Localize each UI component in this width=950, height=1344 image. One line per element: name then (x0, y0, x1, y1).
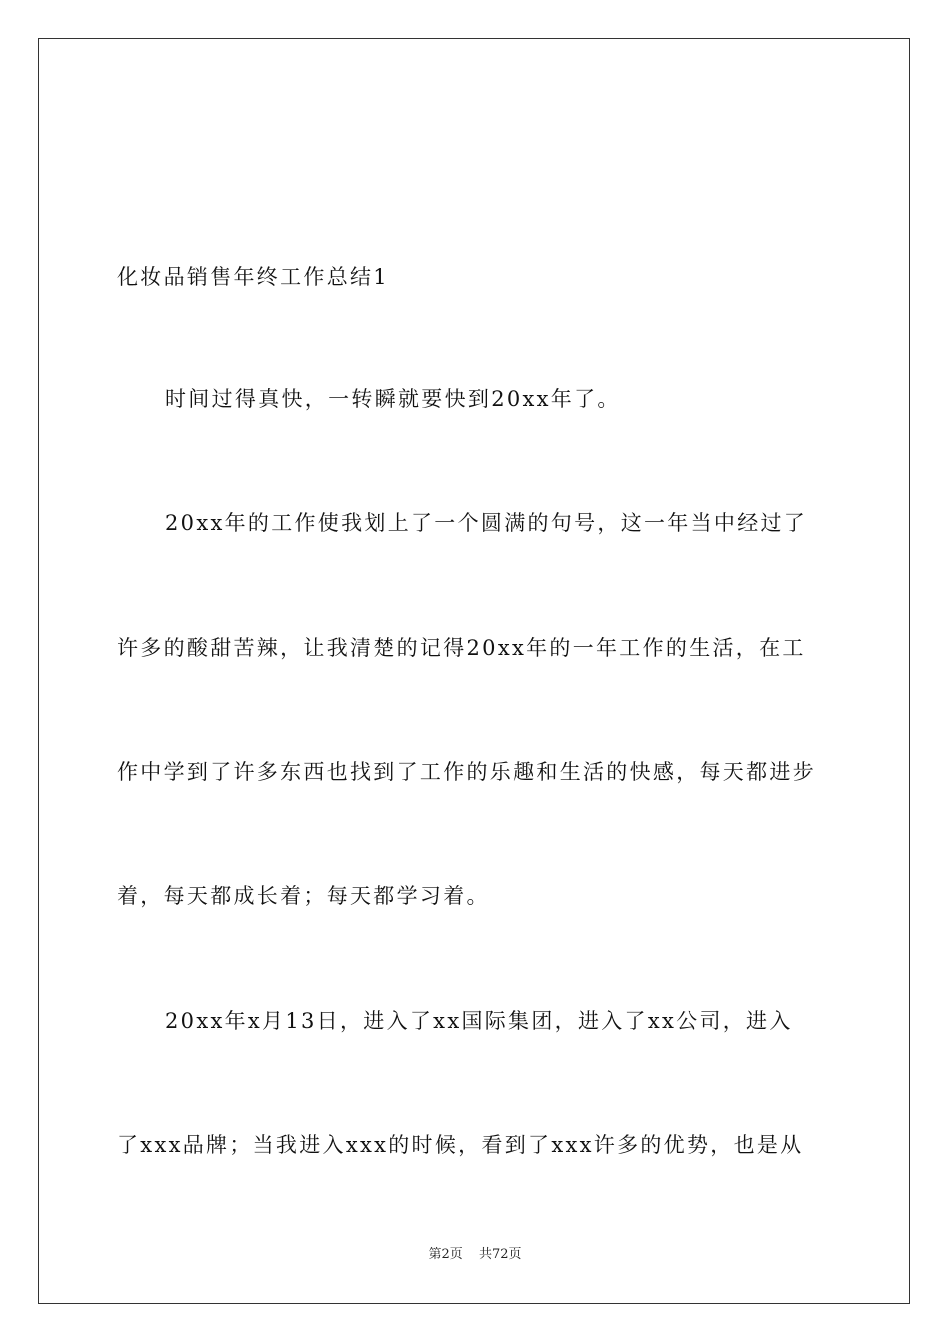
page-footer (0, 1246, 950, 1264)
page-number: 第2页 (428, 1247, 463, 1262)
paragraph-line-3: 许多的酸甜苦辣，让我清楚的记得20xx年的一年工作的生活，在工 (117, 636, 806, 660)
paragraph-line-1: 时间过得真快，一转瞬就要快到20xx年了。 (165, 387, 621, 411)
paragraph-line-2: 20xx年的工作使我划上了一个圆满的句号，这一年当中经过了 (165, 511, 808, 535)
page-total: 共72页 (478, 1247, 522, 1262)
document-title: 化妆品销售年终工作总结1 (117, 265, 389, 289)
paragraph-line-4: 作中学到了许多东西也找到了工作的乐趣和生活的快感，每天都进步 (117, 760, 816, 784)
page-border (38, 38, 910, 1304)
paragraph-line-5: 着，每天都成长着；每天都学习着。 (117, 884, 490, 908)
paragraph-line-6: 20xx年x月13日，进入了xx国际集团，进入了xx公司，进入 (165, 1009, 793, 1033)
paragraph-line-7: 了xxx品牌；当我进入xxx的时候，看到了xxx许多的优势，也是从 (117, 1133, 804, 1157)
